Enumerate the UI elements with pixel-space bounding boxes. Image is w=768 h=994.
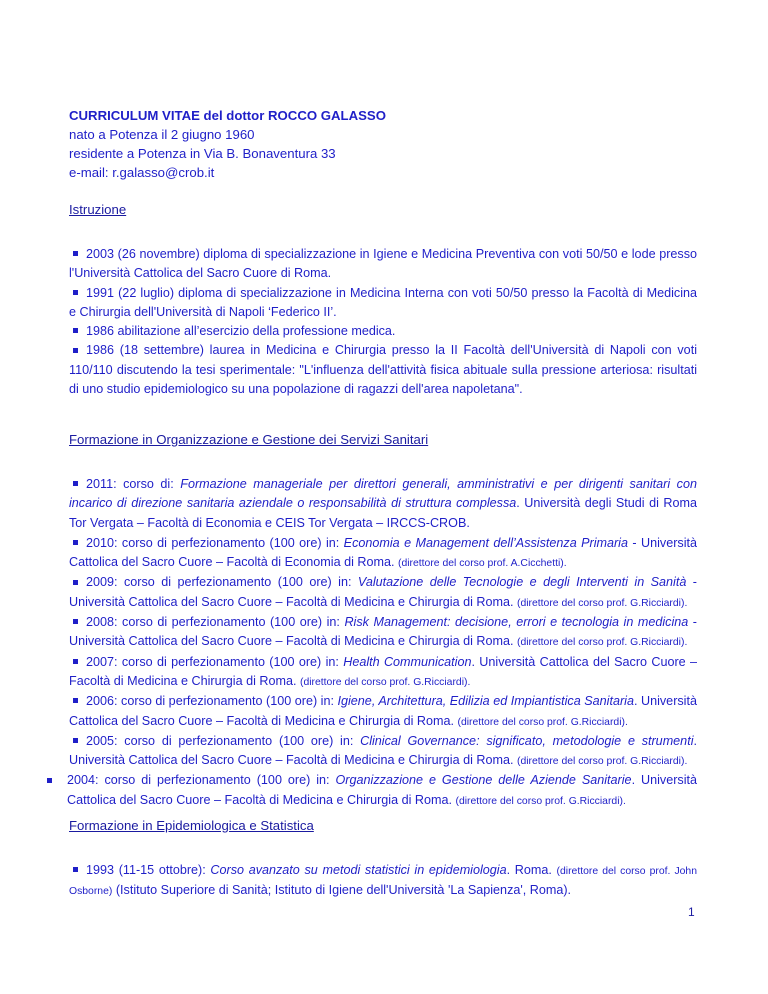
section-title-istruzione: Istruzione: [69, 202, 127, 217]
bullet-icon: [47, 778, 52, 783]
cv-header: [69, 106, 386, 182]
bullet-icon: [73, 540, 78, 545]
bullet-icon: [73, 698, 78, 703]
section-title-epidemiologia: Formazione in Epidemiologica e Statistica: [69, 818, 314, 833]
cv-title: CURRICULUM VITAE del dottor ROCCO GALASSO: [69, 108, 386, 123]
bullet-icon: [73, 619, 78, 624]
epidemiologia-list: [69, 861, 697, 902]
page-number: 1: [688, 905, 695, 919]
section-title-formazione: Formazione in Organizzazione e Gestione dei Servizi Sanitari: [69, 432, 429, 447]
list-item: 2006: corso di perfezionamento (100 ore) in: Igiene, Architettura, Edilizia ed Impiantistica Sanitaria. Università Cattolica del Sacro Cuore – Facoltà di Medicina e Chirurgia di Roma. (direttore del corso prof. G.Ricciardi).: [69, 694, 697, 728]
bullet-icon: [73, 580, 78, 585]
email-info: e-mail: r.galasso@crob.it: [69, 165, 215, 180]
list-item: 2011: corso di: Formazione manageriale per direttori generali, amministrativi e per dirigenti sanitari con incarico di direzione sanitaria aziendale o responsabilità di struttura complessa. Università degli Studi di Roma Tor Vergata – Facoltà di Economia e CEIS Tor Vergata – IRCCS-CROB.: [69, 477, 698, 530]
birth-info: nato a Potenza il 2 giugno 1960: [69, 127, 255, 142]
bullet-icon: [73, 481, 78, 486]
bullet-icon: [73, 738, 78, 743]
bullet-icon: [73, 348, 78, 353]
list-item: 2007: corso di perfezionamento (100 ore) in: Health Communication. Università Cattolica del Sacro Cuore – Facoltà di Medicina e Chirurgia di Roma. (direttore del corso prof. G.Ricciardi).: [69, 654, 698, 688]
list-item: 2004: corso di perfezionamento (100 ore) in: Organizzazione e Gestione delle Aziende Sanitarie. Università Cattolica del Sacro Cuore – Facoltà di Medicina e Chirurgia di Roma. (direttore del corso prof. G.Ricciardi).: [47, 771, 697, 811]
bullet-icon: [73, 290, 78, 295]
bullet-icon: [73, 251, 78, 256]
bullet-icon: [73, 328, 78, 333]
list-item: 1986 abilitazione all’esercizio della professione medica.: [69, 322, 697, 341]
list-item: 1993 (11-15 ottobre): Corso avanzato su metodi statistici in epidemiologia. Roma. (direttore del corso prof. John Osborne) (Istituto Superiore di Sanità; Istituto di Igiene dell'Università 'La Sapienza', Roma).: [69, 863, 697, 898]
list-item: 2003 (26 novembre) diploma di specializzazione in Igiene e Medicina Preventiva con voti 50/50 e lode presso l'Università Cattolica del Sacro Cuore di Roma.: [69, 247, 697, 281]
formazione-list: [69, 475, 697, 811]
list-item: 2008: corso di perfezionamento (100 ore) in: Risk Management: decisione, errori e tecnologia in medicina - Università Cattolica del Sacro Cuore – Facoltà di Medicina e Chirurgia di Roma. (direttore del corso prof. G.Ricciardi).: [69, 615, 697, 649]
istruzione-list: [69, 245, 697, 399]
list-item: 1991 (22 luglio) diploma di specializzazione in Medicina Interna con voti 50/50 presso la Facoltà di Medicina e Chirurgia dell'Università di Napoli ‘Federico II’.: [69, 285, 697, 319]
list-item: 2010: corso di perfezionamento (100 ore) in: Economia e Management dell’Assistenza Primaria - Università Cattolica del Sacro Cuore – Facoltà di Economia di Roma. (direttore del corso prof. A.Cicchetti).: [69, 535, 697, 570]
list-item: 1986 (18 settembre) laurea in Medicina e Chirurgia presso la II Facoltà dell'Università di Napoli con voti 110/110 discutendo la tesi sperimentale: "L'influenza dell'attività fisica abituale sulla pressione arteriosa: risultati di uno studio epidemiologico su una popolazione di ragazzi dell'area napoletana".: [69, 343, 697, 397]
bullet-icon: [73, 659, 78, 664]
list-item: 2005: corso di perfezionamento (100 ore) in: Clinical Governance: significato, metodologie e strumenti. Università Cattolica del Sacro Cuore – Facoltà di Medicina e Chirurgia di Roma. (direttore del corso prof. G.Ricciardi).: [69, 733, 697, 768]
bullet-icon: [73, 867, 78, 872]
residence-info: residente a Potenza in Via B. Bonaventura 33: [69, 146, 336, 161]
list-item: 2009: corso di perfezionamento (100 ore) in: Valutazione delle Tecnologie e degli Interventi in Sanità - Università Cattolica del Sacro Cuore – Facoltà di Medicina e Chirurgia di Roma. (direttore del corso prof. G.Ricciardi).: [69, 575, 697, 609]
